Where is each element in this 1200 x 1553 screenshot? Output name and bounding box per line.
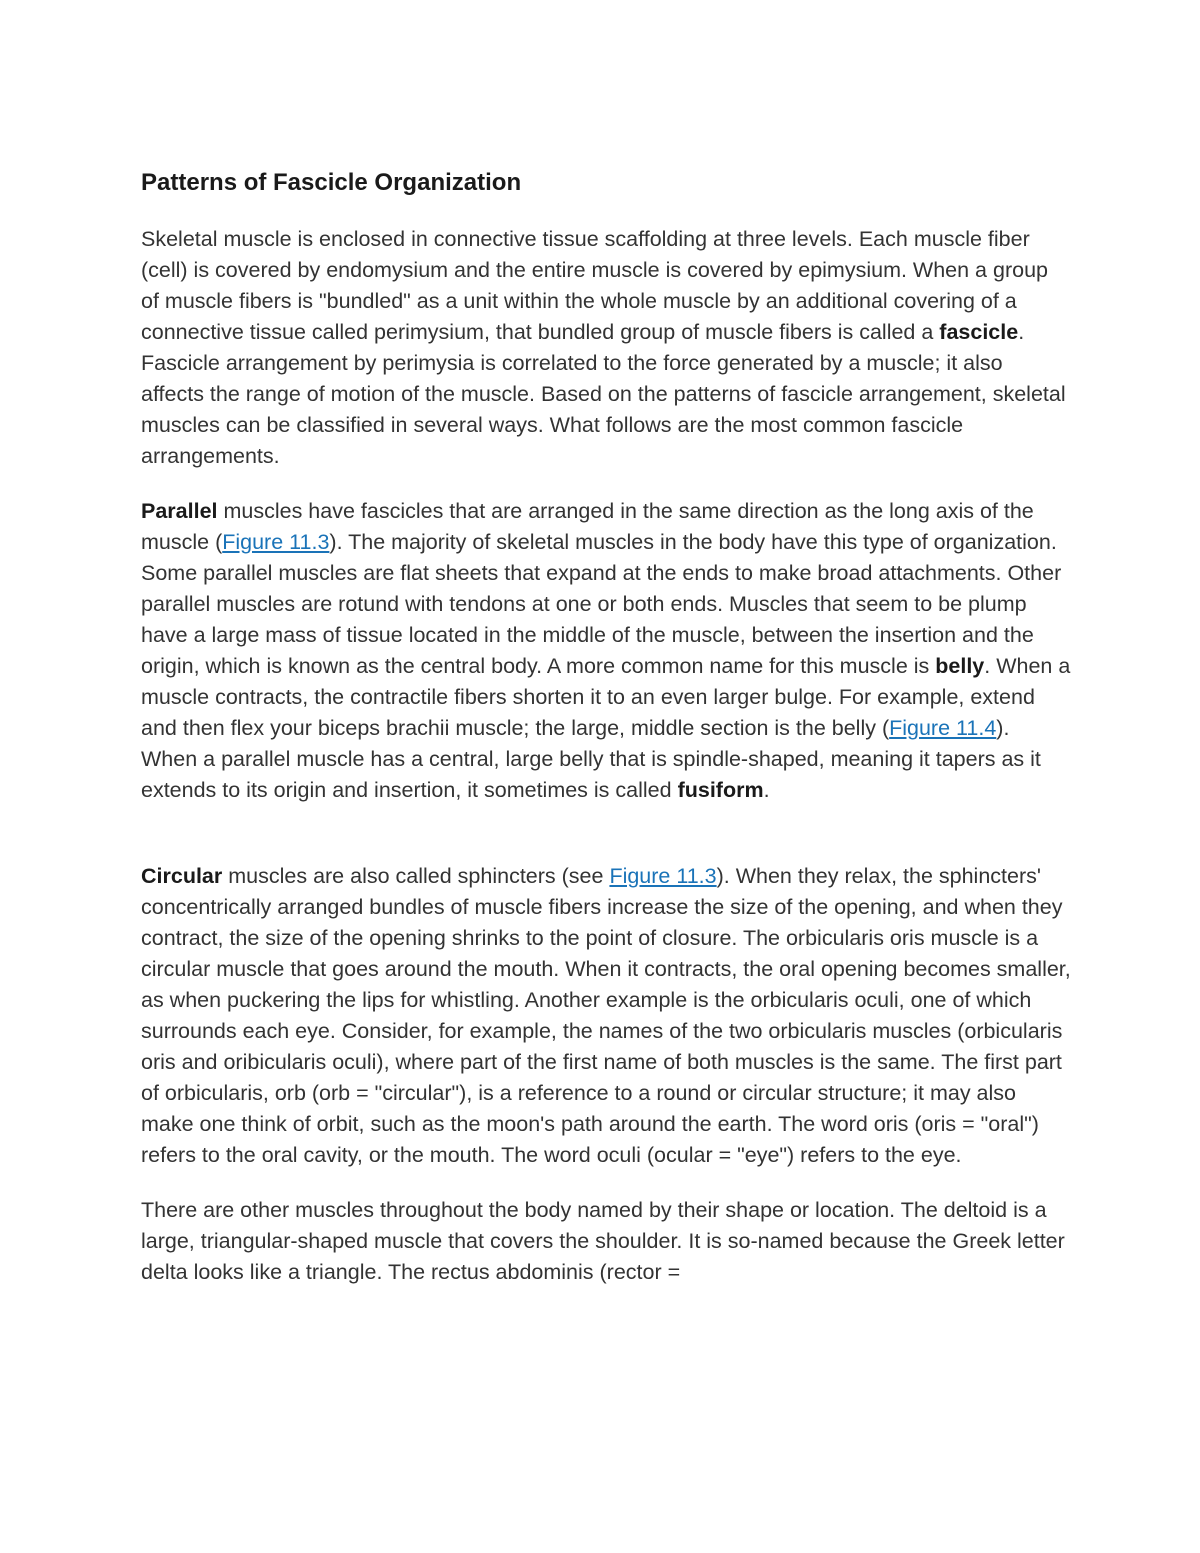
text-run: . <box>763 778 770 802</box>
page-title: Patterns of Fascicle Organization <box>141 169 522 196</box>
text-run: ). The majority of skeletal muscles in the body have this type of organization. Some parallel muscles are flat sheets that expand at the ends to make broad attachments. Other parallel muscles are rotund with tendons at one or both ends. Muscles that seem to be plump have a large mass of tissue located in the middle of the muscle, between the insertion and the origin, which is known as the central body. A more common name for this muscle is <box>141 530 1062 678</box>
text-run: ). When a parallel muscle has a central, large belly that is spindle-shaped, meaning it tapers as it extends to its origin and insertion, it sometimes is called <box>141 716 1041 802</box>
figure-11-4-link[interactable]: Figure 11.4 <box>889 716 997 740</box>
figure-11-3-link[interactable]: Figure 11.3 <box>222 530 330 554</box>
text-run: ). When they relax, the sphincters' concentrically arranged bundles of muscle fibers increase the size of the opening, and when they contract, the size of the opening shrinks to the point of closure. The orbicularis oris muscle is a circular muscle that goes around the mouth. When it contracts, the oral opening becomes smaller, as when puckering the lips for whistling. Another example is the orbicularis oculi, one of which surrounds each eye. Consider, for example, the names of the two orbicularis muscles (orbicularis oris and oribicularis oculi), where part of the first name of both muscles is the same. The first part of orbicularis, orb (orb = "circular"), is a reference to a round or circular structure; it may also make one think of orbit, such as the moon's path around the earth. The word oris (oris = "oral") refers to the oral cavity, or the mouth. The word oculi (ocular = "eye") refers to the eye. <box>141 864 1071 1167</box>
paragraph-shape-location <box>141 1195 1071 1288</box>
bold-term-parallel: Parallel <box>141 499 218 523</box>
text-run: There are other muscles throughout the body named by their shape or location. The deltoid is a large, triangular-shaped muscle that covers the shoulder. It is so-named because the Greek letter delta looks like a triangle. The rectus abdominis (rector = <box>141 1198 1065 1284</box>
figure-11-3-link-2[interactable]: Figure 11.3 <box>609 864 717 888</box>
paragraph-parallel <box>141 496 1071 806</box>
bold-term-fascicle: fascicle <box>939 320 1019 344</box>
paragraph-circular <box>141 861 1071 1171</box>
text-run: . When a muscle contracts, the contractile fibers shorten it to an even larger bulge. For example, extend and then flex your biceps brachii muscle; the large, middle section is the belly ( <box>141 654 1071 740</box>
document-page <box>141 168 1071 1312</box>
text-run: . Fascicle arrangement by perimysia is correlated to the force generated by a muscle; it also affects the range of motion of the muscle. Based on the patterns of fascicle arrangement, skeletal muscles can be classified in several ways. What follows are the most common fascicle arrangements. <box>141 320 1066 468</box>
text-run: muscles have fascicles that are arranged in the same direction as the long axis of the muscle ( <box>141 499 1034 554</box>
bold-term-belly: belly <box>935 654 985 678</box>
bold-term-circular: Circular <box>141 864 223 888</box>
text-run: muscles are also called sphincters (see <box>222 864 610 888</box>
bold-term-fusiform: fusiform <box>677 778 764 802</box>
text-run: Skeletal muscle is enclosed in connective tissue scaffolding at three levels. Each muscle fiber (cell) is covered by endomysium and the entire muscle is covered by epimysium. When a group of muscle fibers is "bundled" as a unit within the whole muscle by an additional covering of a connective tissue called perimysium, that bundled group of muscle fibers is called a <box>141 227 1048 344</box>
paragraph-intro <box>141 224 1071 472</box>
